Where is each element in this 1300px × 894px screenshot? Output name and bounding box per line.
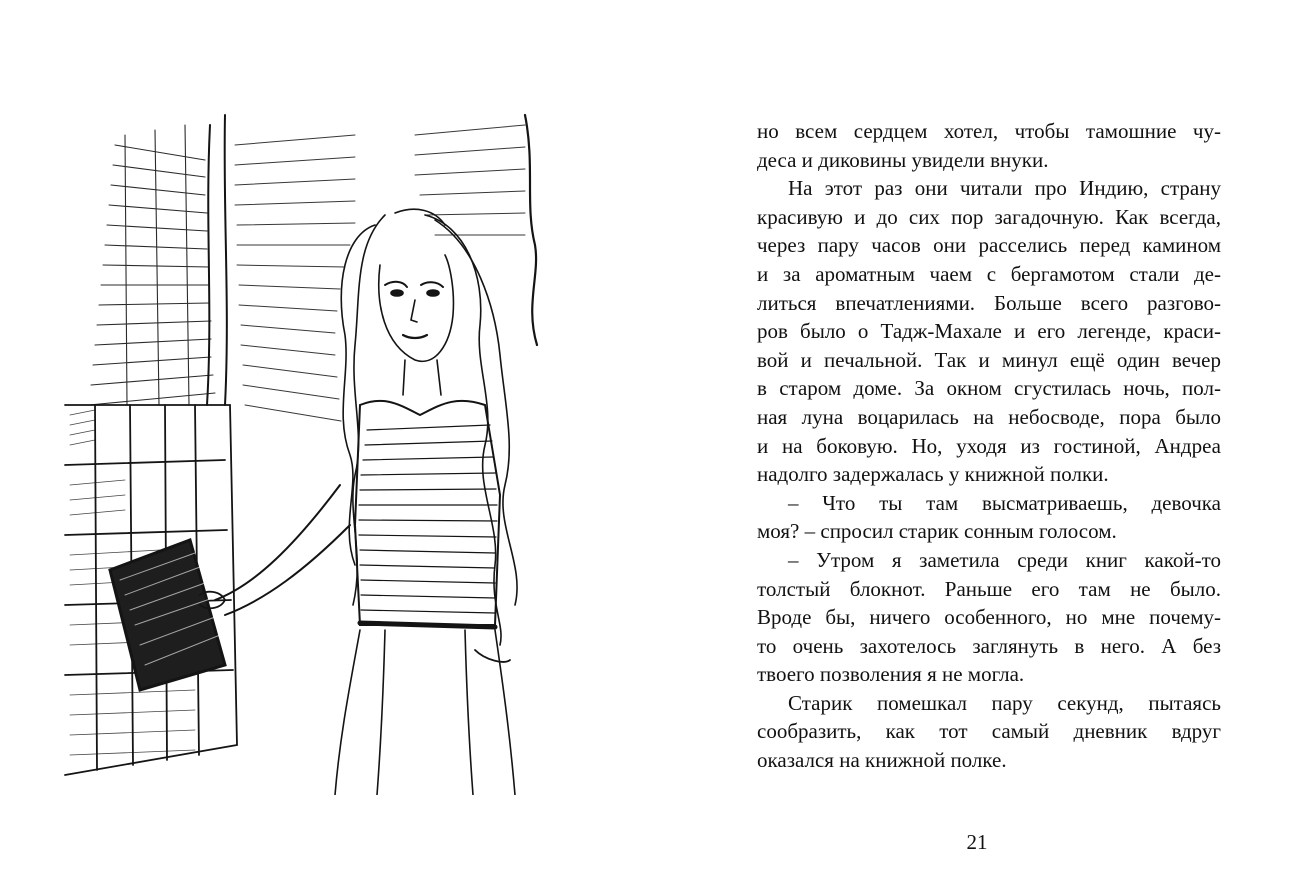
curtain-hatching [235, 125, 525, 421]
girl-arm [215, 485, 350, 615]
girl-striped-top [355, 401, 500, 627]
text-line: в старом доме. За окном сгустилась ночь, пол- [757, 376, 1221, 401]
text-line: Старик помешкал пару секунд, пытаясь [788, 690, 1221, 715]
text-line: сообразить, как тот самый дневник вдруг [757, 719, 1221, 744]
text-line: Вроде бы, ничего особенного, но мне почему- [757, 605, 1221, 630]
text-line: и на боковую. Но, уходя из гостиной, Андреа [757, 433, 1221, 458]
notebook [110, 540, 225, 690]
text-line: деса и диковины увидели внуки. [757, 147, 1049, 172]
text-line: и за ароматным чаем с бергамотом стали де- [757, 261, 1221, 286]
wall-edge-line-2 [225, 115, 227, 405]
bracelet [475, 650, 510, 662]
text-line: вой и печальной. Так и минул ещё один вечер [757, 347, 1221, 372]
text-line: литься впечатлениями. Больше всего разгово- [757, 290, 1221, 315]
girl-neck [403, 360, 441, 395]
text-line: ная луна воцарилась на небосводе, пора было [757, 404, 1221, 429]
text-column [757, 117, 1221, 775]
text-line: толстый блокнот. Раньше его там не было. [757, 576, 1221, 601]
wall-edge-line [207, 125, 210, 405]
text-line: оказался на книжной полке. [757, 748, 1007, 773]
text-line: – Что ты там высматриваешь, девочка [788, 490, 1221, 515]
text-line: красивую и до сих пор загадочную. Как всегда, [757, 204, 1221, 229]
text-line: ров было о Тадж-Махале и его легенде, краси- [757, 319, 1221, 344]
page-number: 21 [966, 830, 988, 854]
illustration-girl-at-bookshelf [55, 105, 565, 795]
text-line: то очень захотелось заглянуть в него. А без [757, 633, 1221, 658]
text-line: твоего позволения я не могла. [757, 662, 1025, 687]
ink-drawing [55, 105, 565, 795]
text-line: через пару часов они расселись перед камином [757, 233, 1221, 258]
girl-skirt [335, 630, 515, 795]
text-line: моя? – спросил старик сонным голосом. [757, 519, 1117, 544]
text-line: но всем сердцем хотел, чтобы тамошние чу- [757, 119, 1221, 143]
girl-face [379, 255, 454, 361]
curtain-edge [525, 115, 537, 345]
left-wall-hatching [89, 125, 215, 405]
text-line: На этот раз они читали про Индию, страну [788, 176, 1221, 201]
text-line: – Утром я заметила среди книг какой-то [788, 547, 1221, 572]
text-line: надолго задержалась у книжной полки. [757, 462, 1109, 487]
